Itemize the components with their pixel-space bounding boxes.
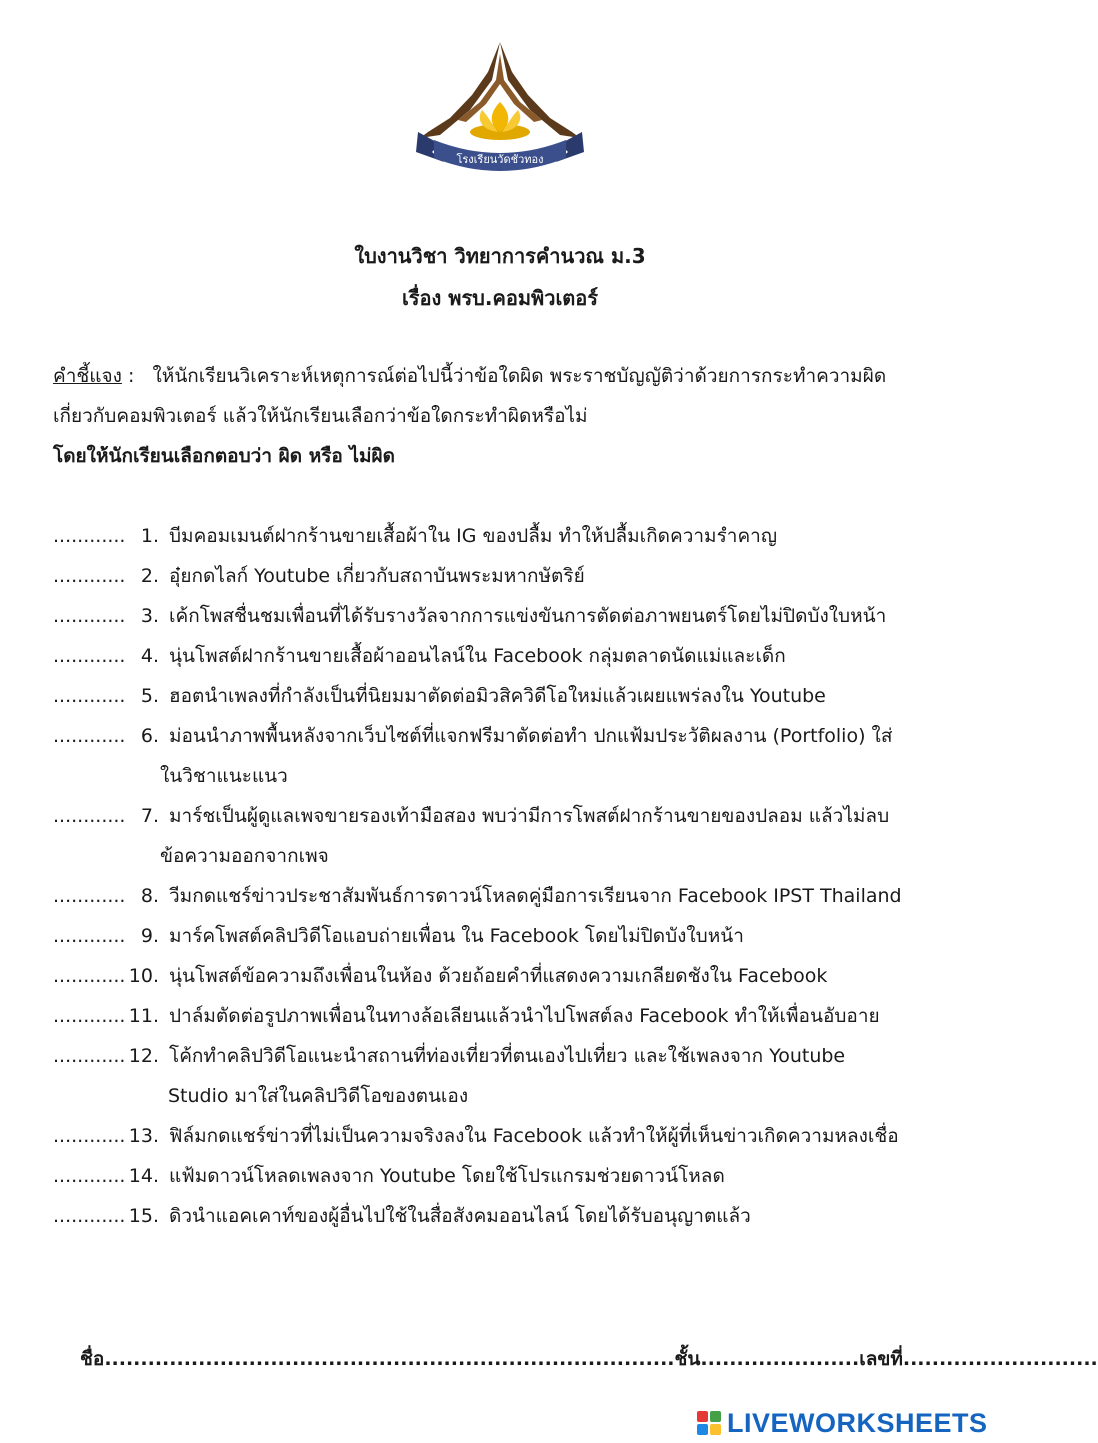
worksheet-subtitle: เรื่อง พรบ.คอมพิวเตอร์ [401, 286, 599, 310]
instructions-line-1 [53, 356, 943, 396]
question-item [53, 796, 953, 836]
question-item [53, 516, 953, 556]
question-number: 15. [128, 1205, 159, 1227]
question-number: 10. [128, 965, 159, 987]
question-number: 2. [140, 565, 159, 587]
answer-blank[interactable]: ............ [53, 1205, 126, 1227]
question-text-continued: ในวิชาแนะแนว [160, 765, 288, 787]
question-number: 6. [140, 725, 159, 747]
answer-blank[interactable]: ............ [53, 605, 126, 627]
question-text: ฮอตนำเพลงที่กำลังเป็นที่นิยมมาตัดต่อมิวสิควิดีโอใหม่แล้วเผยแพร่ลงใน Youtube [169, 685, 826, 707]
question-number: 4. [140, 645, 159, 667]
question-text: มาร์ชเป็นผู้ดูแลเพจขายรองเท้ามือสอง พบว่ามีการโพสต์ฝากร้านขายของปลอม แล้วไม่ลบ [169, 805, 890, 827]
answer-blank[interactable]: ............ [53, 1005, 126, 1027]
worksheet-title: ใบงานวิชา วิทยาการคำนวณ ม.3 [354, 244, 646, 268]
question-text: โค้กทำคลิปวิดีโอแนะนำสถานที่ท่องเที่ยวที่ตนเองไปเที่ยว และใช้เพลงจาก Youtube [169, 1045, 846, 1067]
question-item [53, 876, 953, 916]
question-item [53, 676, 953, 716]
question-number: 5. [140, 685, 159, 707]
question-text: บีมคอมเมนต์ฝากร้านขายเสื้อผ้าใน IG ของปลื้ม ทำให้ปลื้มเกิดความรำคาญ [169, 525, 778, 547]
question-item [53, 996, 953, 1036]
question-item [53, 1036, 953, 1076]
question-number: 3. [140, 605, 159, 627]
answer-blank[interactable]: ............ [53, 1125, 126, 1147]
name-field[interactable]: ............................................................................... [104, 1348, 675, 1370]
question-number: 13. [128, 1125, 159, 1147]
question-text: ปาล์มตัดต่อรูปภาพเพื่อนในทางล้อเลียนแล้วนำไปโพสต์ลง Facebook ทำให้เพื่อนอับอาย [169, 1005, 880, 1027]
question-text: ม่อนนำภาพพื้นหลังจากเว็บไซต์ที่แจกฟรีมาตัดต่อทำ ปกแฟ้มประวัติผลงาน (Portfolio) ใส่ [169, 725, 893, 747]
question-item [53, 596, 953, 636]
school-logo [410, 40, 590, 180]
question-text: มาร์คโพสต์คลิปวิดีโอแอบถ่ายเพื่อน ใน Facebook โดยไม่ปิดบังใบหน้า [169, 925, 744, 947]
question-number: 8. [140, 885, 159, 907]
question-item [53, 1196, 953, 1236]
number-field[interactable]: ........................... [902, 1348, 1098, 1370]
brand-text: LIVEWORKSHEETS [727, 1407, 988, 1438]
answer-blank[interactable]: ............ [53, 565, 126, 587]
instructions-line-2: เกี่ยวกับคอมพิวเตอร์ แล้วให้นักเรียนเลือกว่าข้อใดกระทำผิดหรือไม่ [53, 405, 588, 427]
question-text-continued: ข้อความออกจากเพจ [160, 845, 329, 867]
question-item [53, 956, 953, 996]
question-text: ดิวนำแอคเคาท์ของผู้อื่นไปใช้ในสื่อสังคมออนไลน์ โดยได้รับอนุญาตแล้ว [169, 1205, 751, 1227]
question-item [53, 1156, 953, 1196]
question-text: ฟิล์มกดแชร์ข่าวที่ไม่เป็นความจริงลงใน Facebook แล้วทำให้ผู้ที่เห็นข่าวเกิดความหลงเชื่อ [169, 1125, 899, 1147]
question-item [53, 1116, 953, 1156]
question-text: แฟ้มดาวน์โหลดเพลงจาก Youtube โดยใช้โปรแกรมช่วยดาวน์โหลด [169, 1165, 725, 1187]
question-text: อุ๋ยกดไลก์ Youtube เกี่ยวกับสถาบันพระมหากษัตริย์ [169, 565, 585, 587]
answer-blank[interactable]: ............ [53, 925, 126, 947]
class-label: ชั้น [674, 1348, 701, 1370]
instructions-colon: : [127, 365, 147, 387]
question-text: วีมกดแชร์ข่าวประชาสัมพันธ์การดาวน์โหลดคู่มือการเรียนจาก Facebook IPST Thailand [169, 885, 902, 907]
instructions-text-1: ให้นักเรียนวิเคราะห์เหตุการณ์ต่อไปนี้ว่าข้อใดผิด พระราชบัญญัติว่าด้วยการกระทำความผิด [152, 365, 887, 387]
answer-blank[interactable]: ............ [53, 725, 126, 747]
answer-blank[interactable]: ............ [53, 645, 126, 667]
question-text: นุ่นโพสต์ข้อความถึงเพื่อนในห้อง ด้วยถ้อยคำที่แสดงความเกลียดชังใน Facebook [169, 965, 828, 987]
question-number: 1. [140, 525, 159, 547]
answer-blank[interactable]: ............ [53, 805, 126, 827]
question-number: 9. [140, 925, 159, 947]
question-text-continued: Studio มาใส่ในคลิปวิดีโอของตนเอง [168, 1085, 469, 1107]
question-text: เค้กโพสชื่นชมเพื่อนที่ได้รับรางวัลจากการแข่งขันการตัดต่อภาพยนตร์โดยไม่ปิดบังใบหน้า [169, 605, 887, 627]
liveworksheets-brand [697, 1406, 988, 1440]
answer-blank[interactable]: ............ [53, 965, 126, 987]
question-item [53, 716, 953, 756]
question-number: 14. [128, 1165, 159, 1187]
answer-blank[interactable]: ............ [53, 525, 126, 547]
question-item [53, 556, 953, 596]
question-number: 11. [128, 1005, 159, 1027]
liveworksheets-icon [697, 1411, 721, 1435]
answer-blank[interactable]: ............ [53, 685, 126, 707]
question-item [53, 636, 953, 676]
number-label: เลขที่ [859, 1348, 903, 1370]
answer-blank[interactable]: ............ [53, 885, 126, 907]
student-info-line [80, 1344, 1098, 1374]
instructions-label: คำชี้แจง [53, 365, 122, 387]
logo-caption: โรงเรียนวัดชัวทอง [456, 153, 544, 166]
question-item [53, 916, 953, 956]
name-label: ชื่อ [80, 1348, 105, 1370]
answer-blank[interactable]: ............ [53, 1165, 126, 1187]
instructions-line-3: โดยให้นักเรียนเลือกตอบว่า ผิด หรือ ไม่ผิด [53, 445, 395, 467]
question-number: 7. [140, 805, 159, 827]
answer-blank[interactable]: ............ [53, 1045, 126, 1067]
class-field[interactable]: ...................... [700, 1348, 860, 1370]
question-number: 12. [128, 1045, 159, 1067]
question-text: นุ่นโพสต์ฝากร้านขายเสื้อผ้าออนไลน์ใน Facebook กลุ่มตลาดนัดแม่และเด็ก [169, 645, 786, 667]
